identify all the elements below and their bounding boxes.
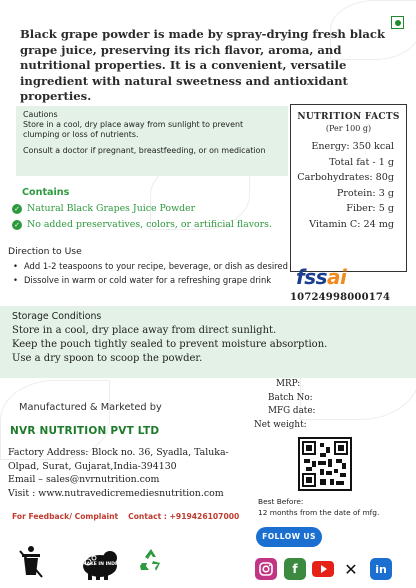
facebook-icon[interactable]: f bbox=[284, 558, 306, 580]
address-line: Factory Address: Block no. 36, Syadla, Taluka- bbox=[8, 447, 229, 458]
email-text: Email – sales@nvrnutrition.com bbox=[8, 474, 160, 485]
best-before-label: Best Before: bbox=[258, 497, 304, 506]
recycle-icon bbox=[138, 547, 164, 577]
feedback-label: For Feedback/ Complaint bbox=[12, 512, 119, 521]
dustbin-disposal-icon bbox=[18, 545, 44, 583]
storage-line: Store in a cool, dry place away from direct sunlight. bbox=[12, 325, 277, 336]
youtube-icon[interactable] bbox=[312, 558, 334, 580]
nutrition-row: Carbohydrates: 80g bbox=[297, 172, 394, 183]
manufactured-by-title: Manufactured & Marketed by bbox=[19, 402, 162, 413]
mrp-label: MRP: bbox=[276, 379, 301, 389]
nutrition-row: Energy: 350 kcal bbox=[311, 141, 394, 152]
net-weight-label: Net weight: bbox=[254, 419, 307, 430]
fssai-logo-text: fss bbox=[296, 265, 328, 289]
cautions-panel bbox=[16, 106, 288, 176]
nutrition-title: NUTRITION FACTS bbox=[297, 112, 400, 122]
qr-code-pattern bbox=[300, 439, 350, 489]
x-icon[interactable]: ✕ bbox=[344, 559, 358, 579]
nutrition-row: Protein: 3 g bbox=[336, 187, 394, 199]
product-description: Black grape powder is made by spray-drying fresh black grape juice, preserving its rich flavor, aroma, and nutritional properties. It is a convenient, versatile ingredient with natural sweetness and antioxidant properties. bbox=[20, 27, 385, 103]
make-in-india-logo bbox=[80, 542, 120, 586]
contains-item bbox=[12, 203, 195, 214]
make-in-india-label: MAKE IN INDIA bbox=[82, 562, 121, 567]
storage-title: Storage Conditions bbox=[12, 311, 102, 322]
best-before-value: 12 months from the date of mfg. bbox=[258, 508, 380, 517]
contains-item bbox=[12, 219, 272, 230]
contact-number: Contact : +919426107000 bbox=[128, 512, 240, 521]
follow-us-button[interactable]: FOLLOW US bbox=[256, 527, 322, 547]
storage-line: Keep the pouch tightly sealed to prevent moisture absorption. bbox=[12, 339, 328, 350]
fssai-logo-accent: ai bbox=[327, 265, 347, 289]
mfg-date-label: MFG date: bbox=[268, 406, 316, 416]
nutrition-serving: (Per 100 g) bbox=[325, 124, 372, 133]
direction-item: • Add 1-2 teaspoons to your recipe, beverage, or dish as desired bbox=[13, 261, 288, 271]
contains-item-label: No added preservatives, colors, or artificial flavors. bbox=[27, 219, 272, 230]
qr-code[interactable] bbox=[298, 437, 352, 491]
address-line: Olpad, Surat, Gujarat,India-394130 bbox=[8, 460, 177, 472]
batch-info bbox=[254, 378, 316, 432]
cautions-title: Cautions bbox=[23, 110, 58, 119]
instagram-icon[interactable] bbox=[255, 558, 277, 580]
direction-item: • Dissolve in warm or cold water for a refreshing grape drink bbox=[13, 275, 271, 285]
linkedin-icon[interactable]: in bbox=[370, 558, 392, 580]
directions-title: Direction to Use bbox=[8, 246, 82, 257]
storage-panel bbox=[0, 306, 416, 378]
contains-title: Contains bbox=[22, 187, 70, 198]
caution-storage: Store in a cool, dry place away from sunlight to prevent clumping or loss of nutrients. bbox=[23, 120, 244, 139]
caution-consult: Consult a doctor if pregnant, breastfeeding, or on medication bbox=[23, 146, 266, 155]
check-icon: ✓ bbox=[12, 204, 22, 214]
address-block bbox=[8, 446, 268, 500]
nutrition-facts-box bbox=[290, 104, 407, 272]
company-name: NVR NUTRITION PVT LTD bbox=[10, 425, 160, 437]
nutrition-row: Fiber: 5 g bbox=[346, 203, 394, 214]
fssai-license-number: 10724998000174 bbox=[290, 292, 391, 303]
nutrition-row: Total fat - 1 g bbox=[329, 156, 394, 168]
nutrition-row: Vitamin C: 24 mg bbox=[309, 218, 394, 230]
storage-line: Use a dry spoon to scoop the powder. bbox=[12, 353, 203, 364]
batch-label: Batch No: bbox=[268, 392, 313, 403]
contains-item-label: Natural Black Grapes Juice Powder bbox=[27, 203, 196, 214]
fssai-logo bbox=[296, 265, 376, 289]
best-before bbox=[258, 496, 379, 518]
website-text: Visit : www.nutravedicremediesnutrition.com bbox=[8, 487, 224, 499]
feedback-line bbox=[12, 512, 239, 521]
check-icon: ✓ bbox=[12, 220, 22, 230]
